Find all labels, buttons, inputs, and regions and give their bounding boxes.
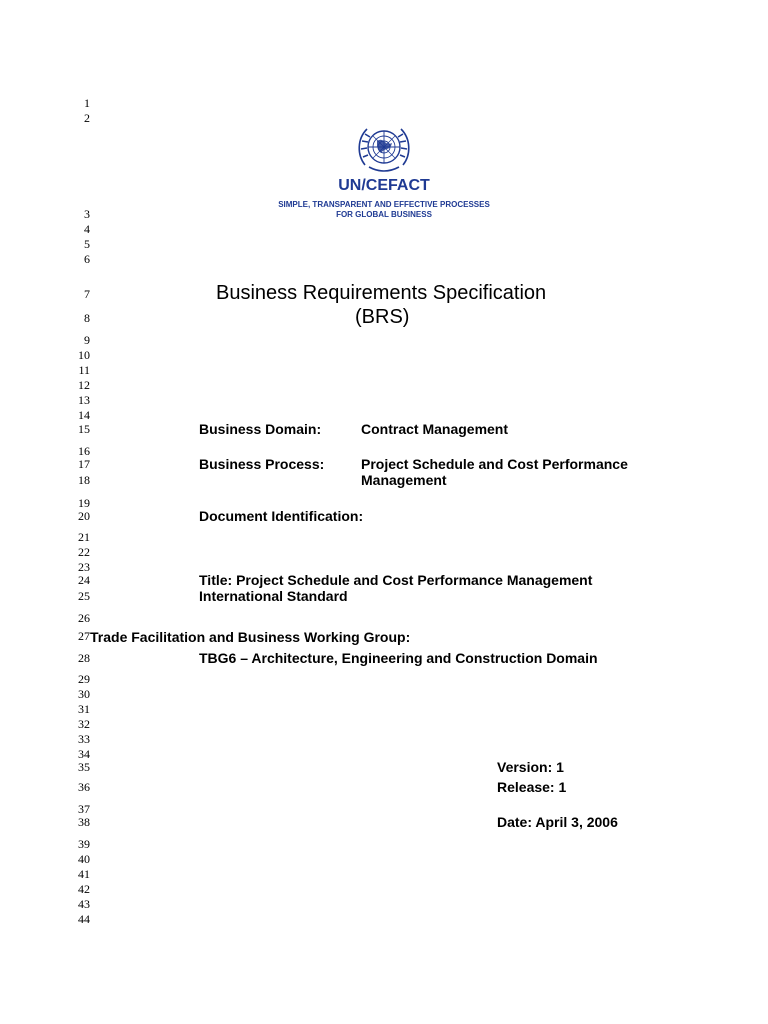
business-process-value-continued: Management (361, 472, 447, 488)
line-number: 9 (84, 333, 90, 347)
line-number: 44 (78, 912, 90, 926)
line-number: 34 (78, 747, 90, 761)
document-title-field: Title: Project Schedule and Cost Performance Management (199, 572, 593, 588)
line-number: 40 (78, 852, 90, 866)
line-number: 2 (84, 111, 90, 125)
org-name: UN/CEFACT (338, 177, 430, 194)
tagline-line: SIMPLE, TRANSPARENT AND EFFECTIVE PROCESSES (278, 200, 490, 209)
line-number: 35 (78, 760, 90, 774)
release-field: Release: 1 (497, 779, 567, 795)
line-number: 21 (78, 530, 90, 544)
line-number: 38 (78, 815, 90, 829)
line-number: 41 (78, 867, 90, 881)
line-number: 42 (78, 882, 90, 896)
document-title: Business Requirements Specification (216, 282, 547, 304)
line-number: 32 (78, 717, 90, 731)
line-number: 27 (78, 629, 90, 643)
org-tagline (264, 200, 504, 220)
line-number: 19 (78, 496, 90, 510)
line-number: 29 (78, 672, 90, 686)
line-number: 6 (84, 252, 90, 266)
line-number: 18 (78, 473, 90, 487)
line-number: 17 (78, 457, 90, 471)
business-domain-value: Contract Management (361, 421, 509, 437)
line-number: 10 (78, 348, 90, 362)
line-number: 36 (78, 780, 90, 794)
line-number: 22 (78, 545, 90, 559)
line-number: 26 (78, 611, 90, 625)
document-title-field-continued: International Standard (199, 588, 348, 604)
business-process-label: Business Process: (199, 456, 325, 472)
line-number: 23 (78, 560, 90, 574)
line-number: 20 (78, 509, 90, 523)
business-process-value: Project Schedule and Cost Performance (361, 456, 628, 472)
line-number: 16 (78, 444, 90, 458)
line-number: 14 (78, 408, 90, 422)
business-domain-label: Business Domain: (199, 421, 322, 437)
version-field: Version: 1 (497, 759, 564, 775)
line-number: 43 (78, 897, 90, 911)
working-group-label: Trade Facilitation and Business Working Group: (90, 629, 411, 645)
line-number: 8 (84, 311, 90, 325)
line-number: 4 (84, 222, 90, 236)
line-number: 11 (78, 363, 90, 377)
line-number: 13 (78, 393, 90, 407)
line-number: 37 (78, 802, 90, 816)
line-number: 33 (78, 732, 90, 746)
line-number: 12 (78, 378, 90, 392)
line-number: 24 (78, 573, 90, 587)
line-number: 30 (78, 687, 90, 701)
tagline-line: FOR GLOBAL BUSINESS (336, 210, 432, 219)
document-identification-label: Document Identification: (199, 508, 364, 524)
document-title-abbreviation: (BRS) (355, 306, 410, 328)
line-number: 25 (78, 589, 90, 603)
un-emblem-icon (355, 121, 413, 177)
line-number: 3 (84, 207, 90, 221)
line-number: 7 (84, 287, 90, 301)
line-number: 31 (78, 702, 90, 716)
line-number: 1 (84, 96, 90, 110)
date-field: Date: April 3, 2006 (497, 814, 618, 830)
working-group-value: TBG6 – Architecture, Engineering and Construction Domain (199, 650, 598, 666)
line-number: 5 (84, 237, 90, 251)
line-number: 39 (78, 837, 90, 851)
line-number: 15 (78, 422, 90, 436)
line-number: 28 (78, 651, 90, 665)
